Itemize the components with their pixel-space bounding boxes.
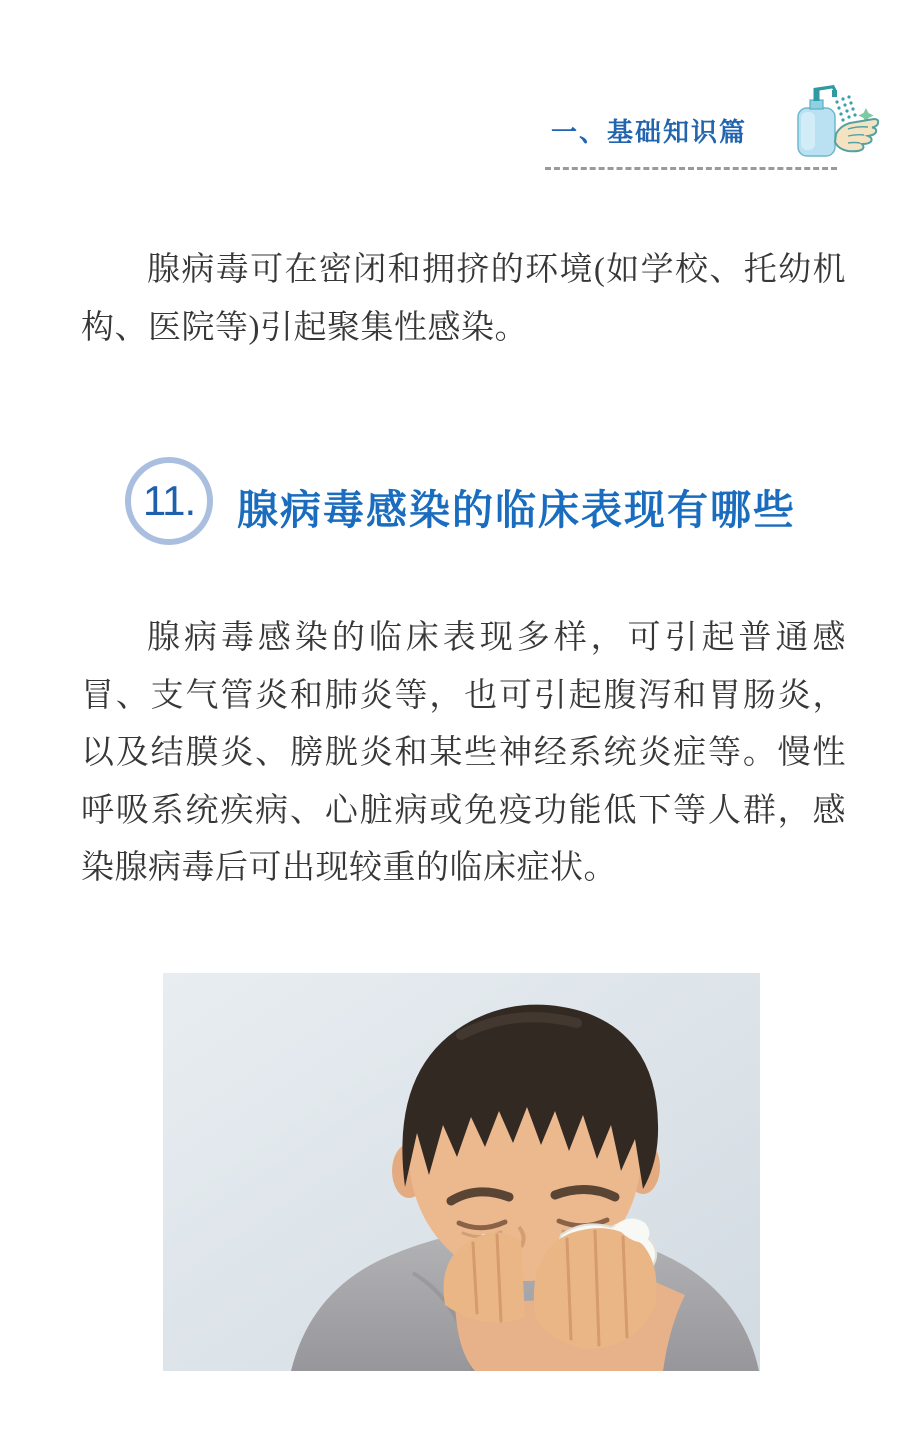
section-title: 腺病毒感染的临床表现有哪些 — [237, 487, 796, 533]
header-dashed-divider — [545, 167, 837, 170]
body-paragraph: 腺病毒感染的临床表现多样，可引起普通感冒、支气管炎和肺炎等，也可引起腹泻和胃肠炎，以及结膜炎、膀胱炎和某些神经系统炎症等。慢性呼吸系统疾病、心脏病或免疫功能低下等人群，感染腺病毒后可出现较重的临床症状。 — [81, 620, 846, 886]
hand-sanitizer-icon — [790, 82, 880, 160]
sanitizer-bottle-icon — [798, 85, 837, 156]
photo-child-sneezing — [163, 973, 760, 1371]
spray-dots-icon — [835, 95, 856, 121]
section-number: 11. — [142, 477, 196, 524]
hand-icon — [835, 119, 878, 151]
chapter-label: 一、基础知识篇 — [551, 117, 748, 147]
section-number-badge — [125, 457, 213, 545]
intro-paragraph: 腺病毒可在密闭和拥挤的环境(如学校、托幼机构、医院等)引起聚集性感染。 — [81, 252, 846, 346]
